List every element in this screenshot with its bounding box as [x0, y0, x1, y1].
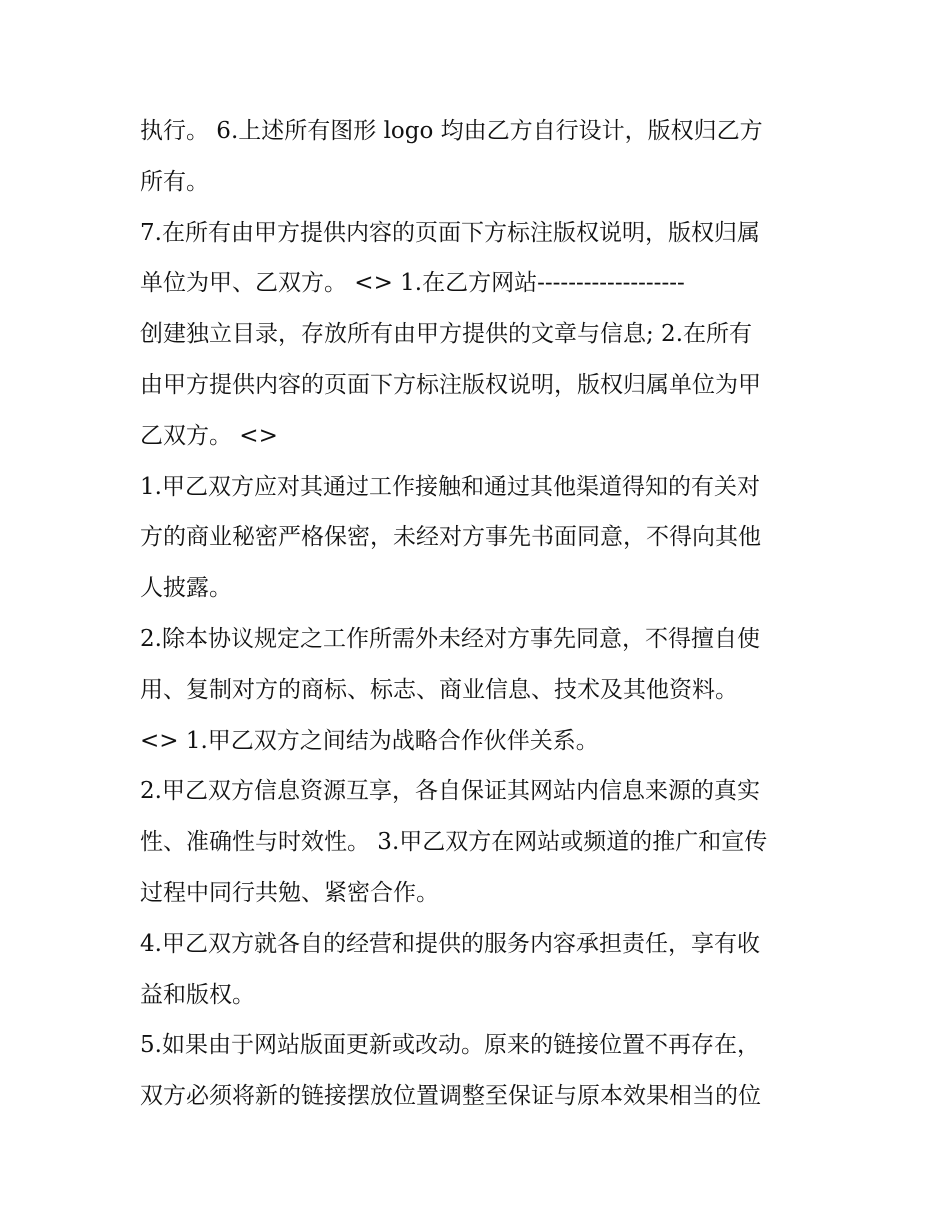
text-line-9: 方的商业秘密严格保密，未经对方事先书面同意，不得向其他 — [140, 524, 761, 551]
text-line-11: 2.除本协议规定之工作所需外未经对方事先同意，不得擅自使 — [140, 625, 760, 652]
text-line-2: 所有。 — [140, 168, 209, 195]
text-line-18: 益和版权。 — [140, 981, 255, 1008]
text-line-6: 由甲方提供内容的页面下方标注版权说明，版权归属单位为甲 — [140, 371, 761, 398]
text-line-3: 7.在所有由甲方提供内容的页面下方标注版权说明，版权归属 — [140, 219, 760, 246]
text-line-14: 2.甲乙双方信息资源互享，各自保证其网站内信息来源的真实 — [140, 778, 760, 805]
text-line-16: 过程中同行共勉、紧密合作。 — [140, 879, 439, 906]
text-line-19: 5.如果由于网站版面更新或改动。原来的链接位置不再存在， — [140, 1032, 760, 1059]
text-line-13: <> 1.甲乙双方之间结为战略合作伙伴关系。 — [140, 727, 599, 754]
text-line-4: 单位为甲、乙双方。 <> 1.在乙方网站------------------- — [140, 270, 685, 297]
text-line-17: 4.甲乙双方就各自的经营和提供的服务内容承担责任，享有收 — [140, 930, 760, 957]
text-line-15: 性、准确性与时效性。 3.甲乙双方在网站或频道的推广和宣传 — [140, 829, 768, 856]
text-line-20: 双方必须将新的链接摆放位置调整至保证与原本效果相当的位 — [140, 1083, 761, 1110]
text-line-5: 创建独立目录，存放所有由甲方提供的文章与信息; 2.在所有 — [140, 321, 753, 348]
text-line-1: 执行。 6.上述所有图形 logo 均由乙方自行设计，版权归乙方 — [140, 118, 763, 144]
text-line-12: 用、复制对方的商标、标志、商业信息、技术及其他资料。 — [140, 676, 738, 703]
document-body — [140, 106, 820, 1122]
text-line-10: 人披露。 — [140, 575, 232, 602]
text-line-7: 乙双方。 <> — [140, 422, 278, 449]
text-line-8: 1.甲乙双方应对其通过工作接触和通过其他渠道得知的有关对 — [140, 473, 760, 500]
